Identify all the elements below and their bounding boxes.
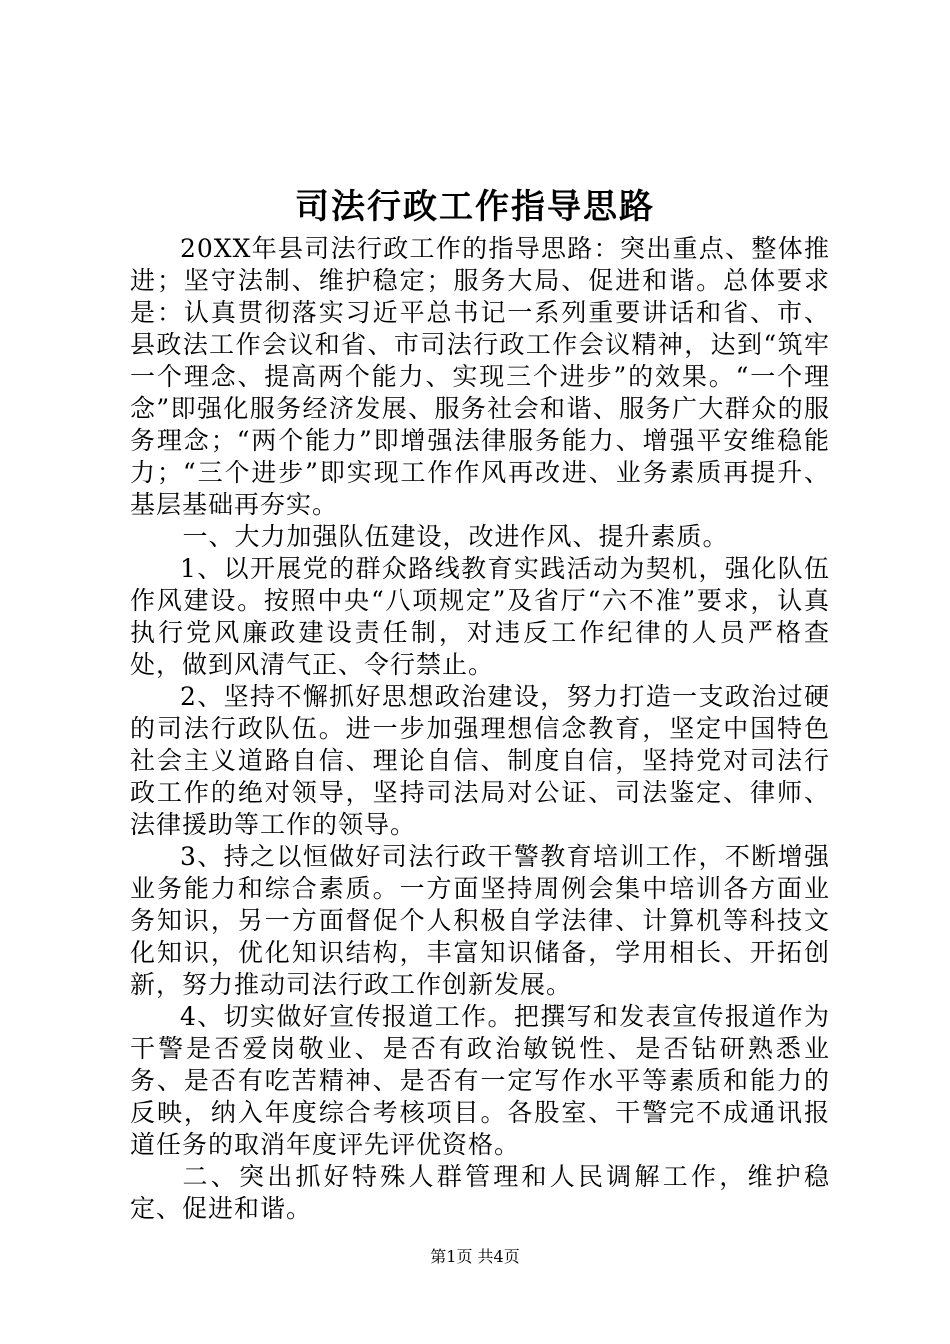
page-number-footer: 第1页 共4页 xyxy=(430,1247,520,1266)
document-title: 司法行政工作指导思路 xyxy=(295,187,655,227)
document-body xyxy=(130,233,830,1225)
section-heading-2: 二、突出抓好特殊人群管理和人民调解工作，维护稳定、促进和谐。 xyxy=(130,1162,830,1223)
paragraph-item-3: 3、持之以恒做好司法行政干警教育培训工作，不断增强业务能力和综合素质。一方面坚持周例会集中培训各方面业务知识，另一方面督促个人积极自学法律、计算机等科技文化知识，优化知识结构，丰富知识储备，学用相长、开拓创新，努力推动司法行政工作创新发展。 xyxy=(130,842,830,999)
paragraph-intro: 20XX年县司法行政工作的指导思路：突出重点、整体推进；坚守法制、维护稳定；服务大局、促进和谐。总体要求是：认真贯彻落实习近平总书记一系列重要讲话和省、市、县政法工作会议和省、市司法行政工作会议精神，达到“筑牢一个理念、提高两个能力、实现三个进步”的效果。“一个理念”即强化服务经济发展、服务社会和谐、服务广大群众的服务理念；“两个能力”即增强法律服务能力、增强平安维稳能力；“三个进步”即实现工作作风再改进、业务素质再提升、基层基础再夯实。 xyxy=(130,234,830,519)
paragraph-item-4: 4、切实做好宣传报道工作。把撰写和发表宣传报道作为干警是否爱岗敬业、是否有政治敏锐性、是否钻研熟悉业务、是否有吃苦精神、是否有一定写作水平等素质和能力的反映，纳入年度综合考核项目。各股室、干警完不成通讯报道任务的取消年度评先评优资格。 xyxy=(130,1002,830,1159)
paragraph-item-2: 2、坚持不懈抓好思想政治建设，努力打造一支政治过硬的司法行政队伍。进一步加强理想信念教育，坚定中国特色社会主义道路自信、理论自信、制度自信，坚持党对司法行政工作的绝对领导，坚持司法局对公证、司法鉴定、律师、法律援助等工作的领导。 xyxy=(130,682,830,839)
section-heading-1: 一、大力加强队伍建设，改进作风、提升素质。 xyxy=(182,522,729,551)
paragraph-item-1: 1、以开展党的群众路线教育实践活动为契机，强化队伍作风建设。按照中央“八项规定”及省厅“六不准”要求，认真执行党风廉政建设责任制，对违反工作纪律的人员严格查处，做到风清气正、令行禁止。 xyxy=(130,554,830,679)
